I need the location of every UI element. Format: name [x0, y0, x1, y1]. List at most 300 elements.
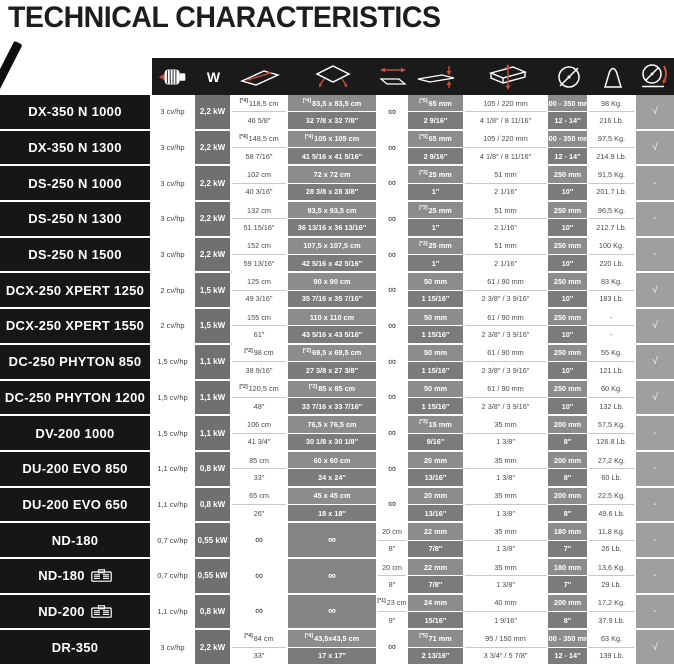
imperial-value — [232, 255, 286, 271]
value: 1 15/16″ — [421, 330, 450, 340]
table-row — [0, 381, 674, 415]
value: 51 15/16″ — [243, 223, 275, 233]
value: 0,55 kW — [197, 535, 228, 545]
case-icon — [91, 569, 112, 582]
footnote-ref: [*5] — [419, 133, 428, 140]
metric-value — [544, 95, 591, 112]
value: 1,1 cv/hp — [157, 464, 188, 474]
imperial-value — [232, 398, 286, 414]
value: 132 Lb. — [599, 401, 624, 411]
cell-weight — [589, 630, 636, 664]
imperial-value — [378, 612, 406, 628]
model-cell — [0, 95, 152, 129]
cell-diameter — [548, 416, 589, 450]
table-header — [152, 58, 674, 95]
value: 10″ — [561, 330, 574, 340]
value: 0,7 cv/hp — [157, 571, 188, 581]
model-label: DV-200 1000 — [35, 425, 115, 441]
value: 2 1/16″ — [494, 187, 517, 197]
imperial-value — [465, 398, 546, 414]
value: 2,2 kW — [199, 642, 226, 652]
model-cell — [0, 166, 152, 200]
cell-diameter — [548, 309, 589, 343]
cell-thickness — [408, 309, 465, 343]
metric-value — [232, 381, 286, 398]
metric-value — [288, 488, 376, 505]
table-row — [0, 595, 674, 629]
value: - — [610, 330, 613, 340]
cell-inf — [378, 238, 408, 272]
cell-thickness — [408, 630, 465, 664]
value: √ — [652, 641, 658, 653]
cell-diameter — [548, 202, 589, 236]
cell-length — [232, 95, 288, 129]
value: 2 3/8″ / 3 9/16″ — [481, 294, 530, 304]
value: 11,8 Kg. — [598, 526, 625, 536]
infinity-symbol: ∞ — [388, 248, 396, 261]
value: 180 mm — [553, 562, 582, 572]
value: 25 mm — [428, 241, 452, 251]
model-cell — [0, 202, 152, 236]
cell-mitre — [636, 595, 674, 629]
cell-kw — [195, 452, 232, 486]
cell-length — [232, 488, 288, 522]
metric-value — [544, 630, 591, 647]
imperial-value — [548, 505, 587, 521]
value: 2,2 kW — [199, 107, 226, 117]
value: 2 3/8″ / 3 9/16″ — [481, 365, 530, 375]
cell-length — [232, 131, 288, 165]
value: 20 mm — [423, 455, 448, 465]
value: 1,1 cv/hp — [157, 499, 188, 509]
value: 22 mm — [423, 526, 448, 536]
value: 25 mm — [428, 170, 452, 180]
cell-thickness — [408, 238, 465, 272]
imperial-value — [408, 148, 463, 164]
cell-depth — [465, 238, 548, 272]
metric-value — [232, 488, 286, 505]
metric-value — [288, 630, 376, 647]
imperial-value — [465, 541, 546, 557]
metric-value — [548, 309, 587, 326]
cell-diagonal — [288, 630, 378, 664]
value: 85 x 85 cm — [318, 384, 356, 394]
cell-length — [232, 273, 288, 307]
model-label: DX-350 N 1000 — [28, 104, 122, 120]
imperial-value — [288, 398, 376, 414]
value: 300 - 350 mm — [544, 98, 591, 108]
value: 1 3/8″ — [496, 544, 515, 554]
value: 250 mm — [553, 348, 582, 358]
value: 35 mm — [494, 419, 517, 429]
imperial-value — [288, 648, 376, 664]
imperial-value — [589, 648, 634, 664]
cell-depth — [465, 523, 548, 557]
cell-cvhp — [152, 559, 195, 593]
metric-value — [288, 381, 376, 398]
cell-kw — [195, 131, 232, 165]
cell-mitre — [636, 309, 674, 343]
value: 4 1/8″ / 8 11/16″ — [479, 116, 532, 126]
value: 1″ — [431, 258, 440, 268]
value: √ — [652, 142, 658, 154]
model-cell — [0, 595, 152, 629]
cell-kw — [195, 273, 232, 307]
footnote-ref: [*4] — [302, 98, 312, 105]
footnote-ref: [*4] — [304, 633, 314, 640]
cell-weight — [589, 95, 636, 129]
cell-diagonal — [288, 131, 378, 165]
cell-kw — [195, 345, 232, 379]
value: 118,5 cm — [248, 98, 279, 108]
cell-thickness — [408, 345, 465, 379]
cell-inf — [378, 630, 408, 664]
value: 61 / 90 mm — [487, 277, 524, 287]
metric-value — [548, 523, 587, 540]
cell-diagonal — [288, 452, 378, 486]
cell-diagonal — [288, 166, 378, 200]
metric-value — [465, 630, 546, 647]
cell-cvhp — [152, 595, 195, 629]
cell-depth — [465, 488, 548, 522]
cell-inf — [378, 95, 408, 129]
infinity-symbol: ∞ — [388, 177, 396, 190]
value: 15/16″ — [424, 615, 447, 625]
imperial-value — [589, 612, 634, 628]
value: 250 mm — [553, 277, 582, 287]
value: 148,5 cm — [248, 134, 279, 144]
imperial-value — [232, 219, 286, 235]
cell-length — [232, 452, 288, 486]
metric-value — [408, 131, 463, 148]
metric-value — [465, 488, 546, 505]
cell-inf — [378, 273, 408, 307]
col-diagonal-cut — [288, 58, 378, 95]
metric-value — [408, 309, 463, 326]
value: 65 mm — [428, 98, 452, 108]
cell-cvhp — [152, 523, 195, 557]
model-cell — [0, 131, 152, 165]
cell-depth — [465, 416, 548, 450]
value: 2,2 kW — [199, 178, 226, 188]
cell-inf — [378, 523, 408, 557]
table-body — [0, 95, 674, 666]
infinity-symbol: ∞ — [388, 212, 396, 225]
value: 2 3/8″ / 3 9/16″ — [481, 330, 530, 340]
metric-value — [378, 559, 406, 576]
metric-value — [548, 166, 587, 183]
value: 61 / 90 mm — [487, 312, 524, 322]
model-cell — [0, 523, 152, 557]
imperial-value — [408, 648, 463, 664]
imperial-value — [288, 148, 376, 164]
imperial-value — [232, 291, 286, 307]
imperial-value — [589, 505, 634, 521]
cell-diameter — [548, 381, 589, 415]
value: 2 13/16″ — [421, 651, 450, 661]
cell-diagonal — [288, 416, 378, 450]
model-label: DCX-250 XPERT 1550 — [5, 318, 145, 334]
cell-mitre — [636, 202, 674, 236]
table-row — [0, 202, 674, 236]
metric-value — [288, 345, 376, 362]
value: 1 3/8″ — [496, 579, 515, 589]
value: 41 3/4″ — [247, 437, 271, 447]
table-row — [0, 488, 674, 522]
cell-diagonal — [288, 523, 378, 557]
infinity-symbol: ∞ — [255, 605, 263, 618]
value: 8″ — [563, 615, 572, 625]
imperial-value — [465, 469, 546, 485]
value: 27 3/8 x 27 3/8″ — [305, 365, 359, 375]
value: - — [610, 312, 613, 322]
value: 65 cm — [249, 491, 269, 501]
imperial-value — [408, 184, 463, 200]
value: 132 cm — [247, 205, 271, 215]
value: 121 Lb. — [599, 365, 624, 375]
infinity-symbol: ∞ — [388, 498, 396, 511]
metric-value — [408, 345, 463, 362]
value: 155 cm — [247, 312, 271, 322]
value: 61″ — [253, 330, 265, 340]
value: 22 mm — [423, 562, 448, 572]
imperial-value — [408, 469, 463, 485]
imperial-value — [589, 398, 634, 414]
model-label: DC-250 PHYTON 1200 — [4, 389, 146, 405]
cell-length — [232, 381, 288, 415]
metric-value — [408, 452, 463, 469]
value: 43,5x43,5 cm — [314, 633, 360, 643]
cell-thickness — [408, 273, 465, 307]
imperial-value — [548, 184, 587, 200]
value: 3 cv/hp — [160, 214, 185, 224]
value: 200 mm — [553, 455, 582, 465]
value: - — [653, 427, 657, 439]
value: 29 Lb. — [601, 579, 622, 589]
imperial-value — [589, 362, 634, 378]
imperial-value — [465, 255, 546, 271]
imperial-value — [548, 326, 587, 342]
cell-cvhp — [152, 95, 195, 129]
value: 214.9 Lb. — [596, 151, 627, 161]
cell-mitre — [636, 131, 674, 165]
metric-value — [288, 416, 376, 433]
cell-depth — [465, 95, 548, 129]
value: 7″ — [563, 579, 572, 589]
metric-value — [548, 202, 587, 219]
metric-value — [288, 95, 376, 112]
footnote-ref: [*3] — [419, 419, 428, 426]
imperial-value — [465, 612, 546, 628]
value: 13,6 Kg. — [597, 562, 626, 572]
infinite-cut-length-icon — [378, 64, 408, 90]
cell-weight — [589, 595, 636, 629]
imperial-value — [232, 148, 286, 164]
cell-inf — [378, 595, 408, 629]
imperial-value — [288, 469, 376, 485]
cell-length — [232, 523, 288, 557]
imperial-value — [408, 291, 463, 307]
metric-value — [548, 488, 587, 505]
value: 1 15/16″ — [421, 401, 450, 411]
cell-diameter — [548, 595, 589, 629]
value: 110 x 110 cm — [309, 312, 355, 322]
cell-inf — [378, 202, 408, 236]
value: 49.6 Lb. — [598, 508, 625, 518]
footnote-ref: [*5] — [419, 633, 428, 640]
infinity-symbol: ∞ — [388, 462, 396, 475]
cell-mitre — [636, 559, 674, 593]
metric-value — [548, 559, 587, 576]
metric-value — [232, 452, 286, 469]
metric-value — [232, 345, 286, 362]
col-watts — [195, 58, 232, 95]
value: 152 cm — [247, 241, 271, 251]
cell-weight — [589, 238, 636, 272]
value: 48″ — [253, 401, 265, 411]
metric-value — [589, 595, 634, 612]
value: 10″ — [561, 294, 574, 304]
value: 35 mm — [494, 455, 517, 465]
col-infinite-cut-length — [378, 58, 408, 95]
cell-thickness — [408, 416, 465, 450]
cell-thickness — [408, 452, 465, 486]
value: - — [653, 570, 657, 582]
value: 1 15/16″ — [421, 294, 450, 304]
col-motor-power — [152, 58, 195, 95]
imperial-value — [548, 612, 587, 628]
value: 98 Kg. — [600, 98, 623, 108]
cell-inf — [378, 345, 408, 379]
value: 37.9 Lb. — [598, 615, 625, 625]
value: 8″ — [563, 472, 572, 482]
imperial-value — [232, 505, 286, 521]
cell-kw — [195, 166, 232, 200]
value: 38 9/16″ — [245, 365, 273, 375]
infinity-symbol: ∞ — [388, 391, 396, 404]
imperial-value — [232, 648, 286, 664]
value: - — [653, 498, 657, 510]
value: 96,5 Kg. — [597, 205, 626, 215]
metric-value — [288, 309, 376, 326]
value: 60 Kg. — [600, 384, 623, 394]
imperial-value — [548, 398, 587, 414]
metric-value — [288, 238, 376, 255]
value: 250 mm — [553, 312, 582, 322]
cell-cvhp — [152, 238, 195, 272]
value: 95 / 150 mm — [485, 633, 526, 643]
value: 33″ — [253, 472, 265, 482]
value: 76,5 x 76,5 cm — [307, 419, 357, 429]
value: √ — [652, 356, 658, 368]
cell-depth — [465, 202, 548, 236]
metric-value — [408, 416, 463, 433]
imperial-value — [548, 541, 587, 557]
imperial-value — [548, 219, 587, 235]
value: 7/8″ — [428, 544, 443, 554]
cell-diameter — [548, 238, 589, 272]
value: √ — [652, 320, 658, 332]
imperial-value — [548, 469, 587, 485]
cell-depth — [465, 166, 548, 200]
imperial-value — [232, 434, 286, 450]
value: 13/16″ — [424, 508, 447, 518]
cell-weight — [589, 166, 636, 200]
value: 9/16″ — [426, 437, 445, 447]
value: 183 Lb. — [599, 294, 624, 304]
model-label: DU-200 EVO 650 — [22, 496, 128, 512]
value: 8″ — [563, 437, 572, 447]
imperial-value — [288, 219, 376, 235]
imperial-value — [465, 219, 546, 235]
cell-mitre — [636, 345, 674, 379]
imperial-value — [589, 434, 634, 450]
value: 27,2 Kg. — [597, 455, 626, 465]
value: 105 / 220 mm — [483, 134, 528, 144]
metric-value — [232, 416, 286, 433]
cell-kw — [195, 559, 232, 593]
value: 57,5 Kg. — [597, 419, 626, 429]
model-cell — [0, 416, 152, 450]
metric-value — [288, 273, 376, 290]
cell-weight — [589, 273, 636, 307]
value: 28 3/8 x 28 3/8″ — [305, 187, 359, 197]
metric-value — [408, 488, 463, 505]
metric-value — [408, 202, 463, 219]
value: 91,5 Kg. — [597, 170, 626, 180]
metric-value — [408, 595, 463, 612]
metric-value — [465, 273, 546, 290]
blade-diameter-icon — [554, 63, 584, 91]
metric-value — [465, 95, 546, 112]
model-cell — [0, 488, 152, 522]
value: 50 mm — [423, 348, 448, 358]
cell-diagonal — [288, 238, 378, 272]
value: 84 cm — [253, 633, 274, 643]
imperial-value — [465, 434, 546, 450]
value: 35 mm — [494, 491, 517, 501]
cell-cvhp — [152, 131, 195, 165]
model-label: DU-200 EVO 850 — [22, 461, 128, 477]
value: 35 mm — [494, 526, 517, 536]
cell-thickness — [408, 595, 465, 629]
table-row — [0, 523, 674, 557]
cell-diagonal — [288, 488, 378, 522]
value: 200 mm — [553, 598, 582, 608]
value: 300 - 350 mm — [544, 134, 591, 144]
value: 40 mm — [494, 598, 517, 608]
value: 2 cv/hp — [160, 285, 185, 295]
value: 0,8 kW — [199, 499, 226, 509]
imperial-value — [232, 112, 286, 128]
value: 1 3/8″ — [496, 437, 515, 447]
imperial-value — [548, 291, 587, 307]
value: 107,5 x 107,5 cm — [303, 241, 361, 251]
model-cell — [0, 630, 152, 664]
metric-value — [548, 381, 587, 398]
value: - — [653, 177, 657, 189]
cell-diameter — [548, 166, 589, 200]
imperial-value — [589, 148, 634, 164]
value: - — [653, 534, 657, 546]
metric-value — [232, 273, 286, 290]
cell-diagonal — [288, 95, 378, 129]
value: 9″ — [388, 615, 396, 625]
table-row — [0, 630, 674, 664]
cell-diameter — [548, 345, 589, 379]
value: 65 mm — [428, 134, 452, 144]
metric-value — [408, 559, 463, 576]
